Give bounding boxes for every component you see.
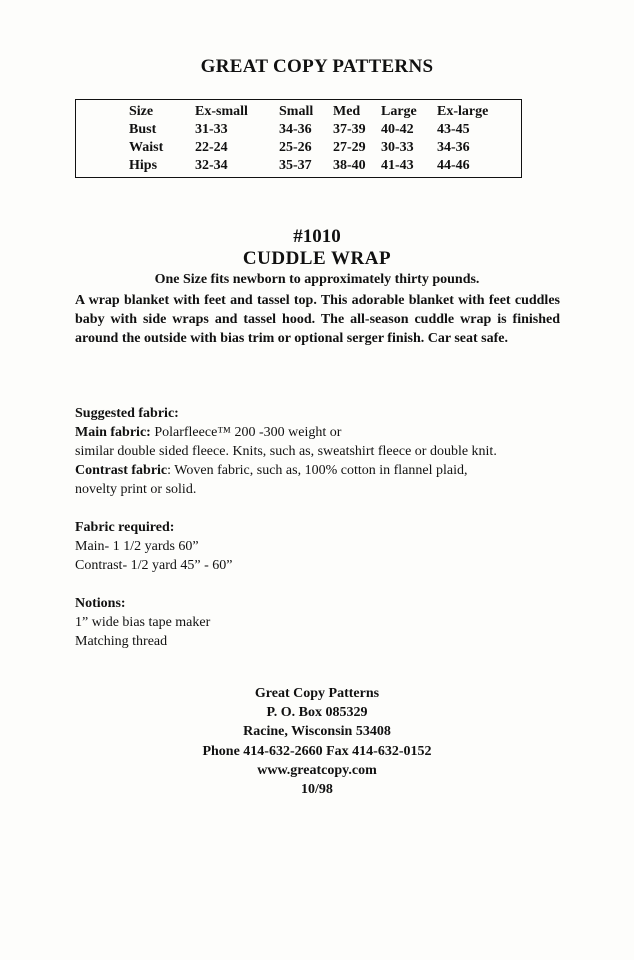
contrast-fabric-line: [75, 461, 595, 480]
suggested-fabric-section: [75, 404, 595, 499]
city-state-zip: Racine, Wisconsin 53408: [243, 724, 391, 740]
size-chart-table: [129, 103, 505, 175]
size-chart-cell: 40-42: [381, 122, 414, 137]
size-chart-cell: Bust: [129, 122, 157, 137]
website: www.greatcopy.com: [257, 762, 377, 778]
contrast-fabric-label: Contrast fabric: [75, 463, 168, 478]
pattern-description: A wrap blanket with feet and tassel top. This adorable blanket with feet cuddles baby with side wraps and tassel hood. The all-season cuddle wrap is finished around the outside with bias trim or optional serger finish. Car seat safe.: [75, 293, 560, 346]
notion-item: Matching thread: [75, 634, 168, 649]
size-chart-header-row: [129, 103, 505, 121]
company-address: [0, 684, 634, 799]
size-chart-header: Small: [279, 104, 314, 119]
fabric-required-contrast: Contrast- 1/2 yard 45” - 60”: [75, 558, 233, 573]
page-title: GREAT COPY PATTERNS: [200, 56, 434, 77]
main-fabric-line: [75, 423, 595, 442]
size-chart-header: Size: [129, 104, 154, 119]
pattern-name: CUDDLE WRAP: [242, 248, 392, 269]
fabric-required-section: [75, 518, 232, 575]
size-chart-header: Med: [333, 104, 361, 119]
po-box: P. O. Box 085329: [266, 705, 368, 721]
contrast-fabric-text: : Woven fabric, such as, 100% cotton in flannel plaid,: [167, 463, 468, 478]
pattern-number: #1010: [293, 226, 341, 247]
notions-section: [75, 594, 210, 651]
size-chart-row: [129, 139, 505, 157]
phone-fax: Phone 414-632-2660 Fax 414-632-0152: [202, 743, 432, 759]
size-chart-box: [75, 99, 522, 178]
size-chart-header: Ex-large: [437, 104, 489, 119]
fabric-required-main: Main- 1 1/2 yards 60”: [75, 539, 199, 554]
size-chart-cell: 34-36: [437, 140, 470, 155]
size-chart-row: [129, 157, 505, 175]
size-chart-cell: Waist: [129, 140, 164, 155]
fabric-required-heading: Fabric required:: [75, 520, 175, 535]
revision-date: 10/98: [301, 782, 333, 798]
size-chart-cell: 27-29: [333, 140, 366, 155]
main-fabric-label: Main fabric:: [75, 425, 151, 440]
size-chart-header: Large: [381, 104, 417, 119]
notions-heading: Notions:: [75, 596, 126, 611]
main-fabric-text: Polarfleece™ 200 -300 weight or: [150, 425, 342, 440]
size-chart-cell: 41-43: [381, 158, 414, 173]
main-fabric-text-2: similar double sided fleece. Knits, such as, sweatshirt fleece or double knit.: [75, 444, 497, 459]
size-chart-cell: 43-45: [437, 122, 470, 137]
size-chart-cell: 31-33: [195, 122, 228, 137]
pattern-fit: One Size fits newborn to approximately thirty pounds.: [154, 272, 480, 287]
size-chart-cell: 34-36: [279, 122, 312, 137]
size-chart-cell: 37-39: [333, 122, 366, 137]
company-name: Great Copy Patterns: [254, 686, 380, 701]
size-chart-header: Ex-small: [195, 104, 248, 119]
size-chart-row: [129, 121, 505, 139]
size-chart-cell: 35-37: [279, 158, 312, 173]
size-chart-cell: 25-26: [279, 140, 312, 155]
size-chart-cell: 44-46: [437, 158, 470, 173]
contrast-fabric-text-2: novelty print or solid.: [75, 482, 197, 497]
size-chart-cell: 32-34: [195, 158, 228, 173]
size-chart-cell: Hips: [129, 158, 158, 173]
size-chart-cell: 30-33: [381, 140, 414, 155]
notion-item: 1” wide bias tape maker: [75, 615, 211, 630]
size-chart-cell: 22-24: [195, 140, 228, 155]
size-chart-cell: 38-40: [333, 158, 366, 173]
suggested-fabric-heading: Suggested fabric:: [75, 406, 179, 421]
